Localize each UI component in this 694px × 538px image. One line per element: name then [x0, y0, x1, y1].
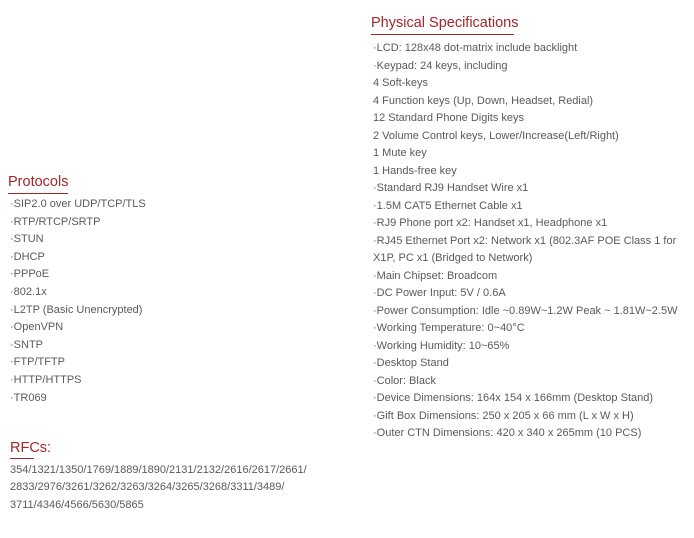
- list-item: ·SIP2.0 over UDP/TCP/TLS: [10, 198, 146, 210]
- protocols-list: [10, 196, 310, 407]
- rfc-line: 3711/4346/4566/5630/5865: [10, 498, 144, 511]
- list-item: ·1.5M CAT5 Ethernet Cable x1: [373, 199, 523, 212]
- protocols-underline: [8, 193, 68, 194]
- list-item: ·PPPoE: [10, 268, 50, 281]
- list-item: 2 Volume Control keys, Lower/Increase(Left/Right): [373, 129, 619, 142]
- list-item: ·DHCP: [10, 250, 45, 263]
- rfcs-underline: [10, 458, 34, 459]
- physical-specs-underline: [371, 34, 514, 35]
- list-item: 12 Standard Phone Digits keys: [373, 112, 525, 124]
- list-item: ·L2TP (Basic Unencrypted): [10, 303, 143, 316]
- list-item: ·Device Dimensions: 164x 154 x 166mm (Desktop Stand): [373, 392, 654, 404]
- list-item: ·SNTP: [10, 338, 43, 351]
- list-item: ·Color: Black: [373, 374, 436, 387]
- list-item: ·Standard RJ9 Handset Wire x1: [373, 182, 529, 194]
- rfc-line: 354/1321/1350/1769/1889/1890/2131/2132/2616/2617/2661/: [10, 464, 307, 476]
- list-item: ·TR069: [10, 391, 47, 404]
- list-item: ·STUN: [10, 233, 44, 246]
- list-item: ·Working Temperature: 0~40°C: [373, 322, 525, 334]
- physical-specs-heading: Physical Specifications: [371, 15, 519, 31]
- rfcs-heading: RFCs:: [10, 440, 52, 456]
- list-item: ·802.1x: [10, 285, 47, 298]
- list-item: ·Power Consumption: Idle ~0.89W~1.2W Peak ~ 1.81W~2.5W: [373, 304, 678, 317]
- protocols-heading: Protocols: [8, 174, 69, 190]
- list-item: ·OpenVPN: [10, 321, 64, 334]
- list-item: ·Gift Box Dimensions: 250 x 205 x 66 mm (L x W x H): [373, 409, 634, 422]
- list-item: ·DC Power Input: 5V / 0.6A: [373, 287, 506, 299]
- list-item: 4 Soft-keys: [373, 77, 429, 89]
- physical-specs-list: [373, 40, 691, 443]
- list-item: ·HTTP/HTTPS: [10, 373, 82, 386]
- list-item: ·LCD: 128x48 dot-matrix include backlight: [373, 42, 578, 54]
- rfc-line: 2833/2976/3261/3262/3263/3264/3265/3268/3311/3489/: [10, 481, 285, 494]
- list-item: ·Outer CTN Dimensions: 420 x 340 x 265mm (10 PCS): [373, 427, 642, 439]
- rfcs-text: [10, 462, 330, 514]
- list-item: 1 Hands-free key: [373, 164, 457, 177]
- list-item: ·RTP/RTCP/SRTP: [10, 215, 101, 228]
- list-item: ·Keypad: 24 keys, including: [373, 59, 508, 72]
- list-item: 1 Mute key: [373, 147, 427, 159]
- list-item: ·RJ45 Ethernet Port x2: Network x1 (802.3AF POE Class 1 for X1P, PC x1 (Bridged to Network): [373, 234, 677, 264]
- list-item: 4 Function keys (Up, Down, Headset, Redial): [373, 94, 594, 107]
- list-item: ·FTP/TFTP: [10, 356, 65, 369]
- list-item: ·Working Humidity: 10~65%: [373, 339, 510, 352]
- list-item: ·RJ9 Phone port x2: Handset x1, Headphone x1: [373, 217, 608, 229]
- list-item: ·Main Chipset: Broadcom: [373, 269, 498, 282]
- list-item: ·Desktop Stand: [373, 357, 449, 369]
